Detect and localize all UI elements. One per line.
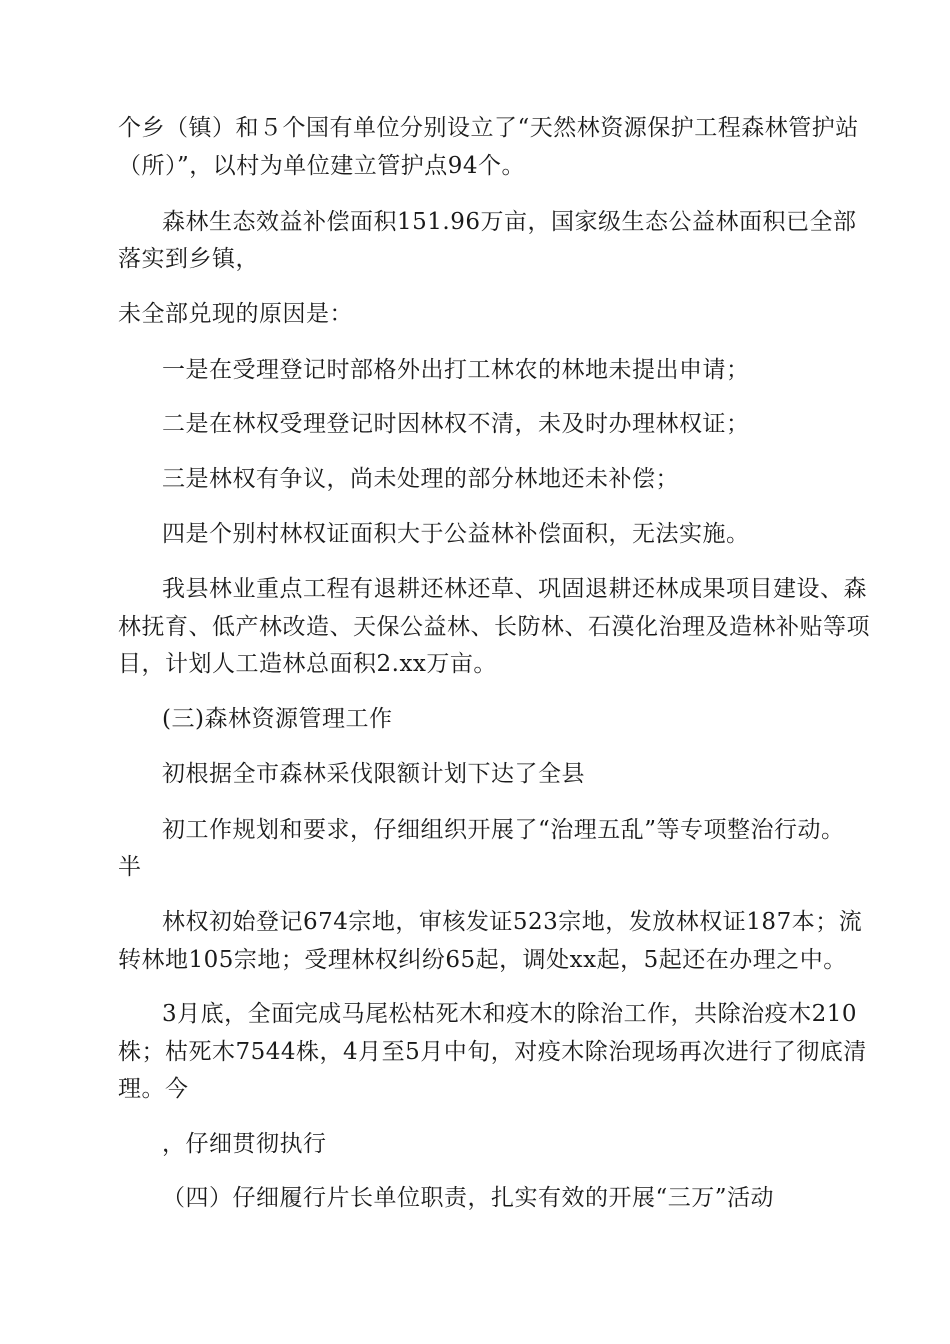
text-line: 初工作规划和要求，仔细组织开展了“治理五乱”等专项整治行动。 <box>162 817 845 843</box>
section-heading: (三)森林资源管理工作 <box>162 706 393 732</box>
text-line: 我县林业重点工程有退耕还林还草、巩固退耕还林成果项目建设、森 <box>162 576 867 602</box>
text-line: 株；枯死木7544株，4月至5月中旬，对疫木除治现场再次进行了彻底清 <box>118 1039 867 1065</box>
text-line: 林抚育、低产林改造、天保公益林、长防林、石漠化治理及造林补贴等项 <box>118 614 870 640</box>
text-line: 三是林权有争议，尚未处理的部分林地还未补偿； <box>162 466 679 492</box>
text-line: 目，计划人工造林总面积2.xx万亩。 <box>118 651 497 677</box>
text-line: ，仔细贯彻执行 <box>162 1131 327 1157</box>
text-line: 初根据全市森林采伐限额计划下达了全县 <box>162 761 585 787</box>
text-line: 未全部兑现的原因是： <box>118 301 353 327</box>
section-heading: （四）仔细履行片长单位职责，扎实有效的开展“三万”活动 <box>162 1185 775 1211</box>
text-line: 个乡（镇）和５个国有单位分别设立了“天然林资源保护工程森林管护站 <box>118 115 859 141</box>
text-line: 3月底，全面完成马尾松枯死木和疫木的除治工作，共除治疫木210 <box>162 1001 858 1027</box>
text-line: 二是在林权受理登记时因林权不清，未及时办理林权证； <box>162 411 750 437</box>
text-line: 半 <box>118 854 142 880</box>
text-line: 一是在受理登记时部格外出打工林农的林地未提出申请； <box>162 357 750 383</box>
text-line: 落实到乡镇， <box>118 246 259 272</box>
text-line: 四是个别村林权证面积大于公益林补偿面积，无法实施。 <box>162 521 750 547</box>
text-line: 森林生态效益补偿面积151.96万亩，国家级生态公益林面积已全部 <box>162 209 857 235</box>
text-line: 转林地105宗地；受理林权纠纷65起，调处xx起，5起还在办理之中。 <box>118 947 847 973</box>
text-line: （所）”，以村为单位建立管护点94个。 <box>118 153 526 179</box>
text-line: 理。今 <box>118 1076 189 1102</box>
text-line: 林权初始登记674宗地，审核发证523宗地，发放林权证187本；流 <box>162 909 863 935</box>
